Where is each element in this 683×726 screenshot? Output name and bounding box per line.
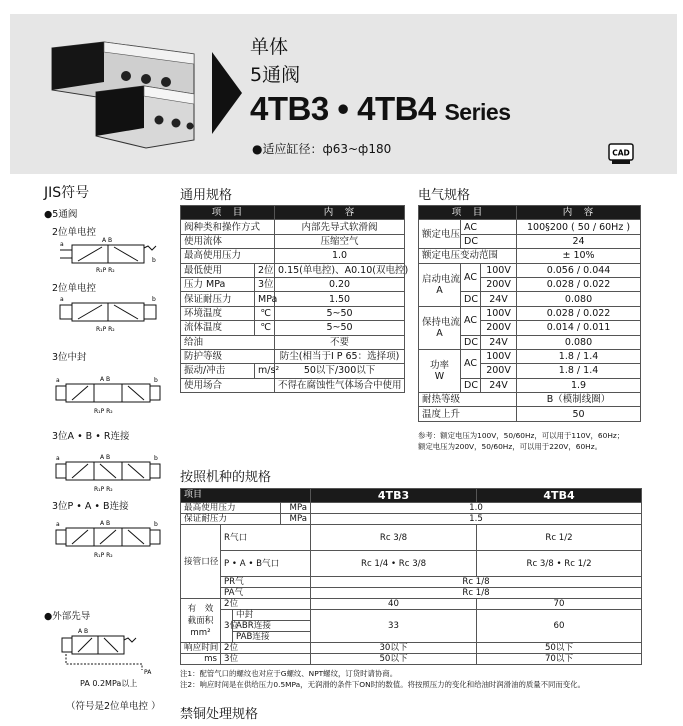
table-row: DC 24V 0.080: [419, 335, 641, 349]
valve-symbol-abr-icon: [54, 450, 164, 496]
table-row: DC 24V 1.9: [419, 378, 641, 392]
table-row: ms 3位 50以下 70以下: [181, 654, 642, 665]
general-spec-table: [180, 205, 409, 393]
electrical-note-1: 参考：额定电压为100V，50/60Hz，可以用于110V，60Hz；: [418, 431, 625, 440]
jis-footnote: （符号是2位单电控 ）: [66, 701, 161, 712]
cad-icon[interactable]: [608, 143, 634, 165]
header-arrow-icon: [212, 52, 242, 134]
model-head-item: 项目: [181, 489, 311, 503]
valve-symbol-single-icon: [56, 234, 160, 276]
electrical-note-2: 额定电压为200V，50/60Hz，可以用于220V，60Hz。: [418, 442, 602, 451]
electrical-spec-table: [418, 205, 641, 422]
table-row: 200V 0.014 / 0.011: [419, 321, 641, 335]
svg-text:R₁P R₂: R₁P R₂: [96, 267, 115, 274]
table-row: PR气 Rc 1/8: [181, 577, 642, 588]
title-model: 4TB3 • 4TB4: [250, 90, 445, 127]
table-row: 压力 MPa 3位 0.20: [181, 277, 405, 291]
svg-text:A B: A B: [100, 520, 111, 527]
table-row: P • A • B气口 Rc 1/4 • Rc 3/8 Rc 3/8 • Rc 1/2: [181, 551, 642, 577]
table-row: 最高使用压力 1.0: [181, 249, 405, 263]
valve-symbol-double-icon: [56, 290, 160, 336]
jis-pa-note: PA 0.2MPa以上: [80, 679, 138, 688]
svg-text:A B: A B: [102, 237, 113, 244]
svg-text:b: b: [152, 257, 156, 264]
svg-text:b: b: [154, 521, 158, 528]
title-series: Series: [444, 99, 511, 125]
jis-5port: ●5通阀: [44, 209, 78, 220]
table-row: 防护等级 防尘(相当于I P 65：选择项): [181, 349, 405, 363]
table-row: DC 24V 0.080: [419, 292, 641, 306]
table-row: 阀种类和操作方式 内部先导式软滑阀: [181, 220, 405, 234]
table-row: PA气 Rc 1/8: [181, 588, 642, 599]
svg-text:A B: A B: [100, 376, 111, 383]
valve-symbol-external-pilot-icon: [60, 624, 160, 678]
table-row: 保证耐压力 MPa 1.50: [181, 292, 405, 306]
table-row: 200V 0.028 / 0.022: [419, 277, 641, 291]
model-note-2: 注2：响应时间是在供给压力0.5MPa，无润滑的条件下ON时的数值。将按照压力的变化和给油时润滑油的质量不同而变化。: [180, 680, 585, 689]
table-row: 保持电流 A AC 100V 0.028 / 0.022: [419, 306, 641, 320]
svg-text:R₁P R₂: R₁P R₂: [94, 408, 113, 415]
title-main: [250, 90, 511, 131]
table-row: 额定电压变动范围 ± 10%: [419, 249, 641, 263]
table-row: 使用场合 不得在腐蚀性气体场合中使用: [181, 378, 405, 392]
table-row: 环境温度 ℃ 5~50: [181, 306, 405, 320]
title-subtitle-5port: 5通阀: [250, 64, 301, 86]
table-row: 振动/冲击 m/s² 50以下/300以下: [181, 364, 405, 378]
valve-symbol-closed-center-icon: [54, 372, 164, 418]
jis-single-label: 2位单电控: [52, 227, 97, 238]
svg-text:a: a: [60, 296, 64, 303]
svg-text:R₁P R₂: R₁P R₂: [94, 486, 113, 493]
svg-text:a: a: [60, 241, 64, 248]
svg-text:A B: A B: [100, 454, 111, 461]
model-note-1: 注1：配管气口的螺纹也对应于G螺纹、NPT螺纹，订货时请协商。: [180, 669, 398, 678]
svg-text:R₁P R₂: R₁P R₂: [96, 326, 115, 333]
svg-text:b: b: [154, 377, 158, 384]
model-head-4tb3: 4TB3: [311, 489, 477, 503]
general-head-content: 内 容: [275, 206, 405, 220]
table-row: 耐热等级 B（模制线圈）: [419, 393, 641, 407]
table-row: 使用流体 压缩空气: [181, 234, 405, 248]
model-spec-table: [180, 488, 642, 665]
table-row: ABR连接: [181, 621, 642, 632]
general-head-item: 项 目: [181, 206, 275, 220]
copper-free-spec-title: 禁铜处理规格: [180, 707, 259, 722]
jis-closed-label: 3位中封: [52, 352, 87, 363]
svg-text:b: b: [154, 455, 158, 462]
svg-text:R₁P R₂: R₁P R₂: [94, 552, 113, 559]
table-row: 启动电流 A AC 100V 0.056 / 0.044: [419, 263, 641, 277]
model-head-4tb4: 4TB4: [477, 489, 642, 503]
bore-range: ●适应缸径：ф63~ф180: [252, 142, 392, 156]
electrical-head-item: 项 目: [419, 206, 517, 220]
table-row: 最低使用 2位 0.15(单电控)、A0.10(双电控): [181, 263, 405, 277]
valve-product-photo: [44, 36, 198, 148]
jis-double-label: 2位单电控: [52, 283, 97, 294]
svg-text:A B: A B: [78, 628, 89, 635]
table-row: 额定电压 AC 100§200 ( 50 / 60Hz ): [419, 220, 641, 234]
electrical-head-content: 内 容: [517, 206, 641, 220]
table-row: 流体温度 ℃ 5~50: [181, 321, 405, 335]
jis-abr-label: 3位A • B • R连接: [52, 431, 130, 442]
svg-text:a: a: [56, 455, 60, 462]
table-row: 温度上升 50: [419, 407, 641, 421]
svg-text:a: a: [56, 377, 60, 384]
valve-symbol-pab-icon: [54, 516, 164, 562]
electrical-spec-title: 电气规格: [418, 188, 471, 203]
table-row: DC 24: [419, 234, 641, 248]
table-row: 功率 W AC 100V 1.8 / 1.4: [419, 349, 641, 363]
table-row: 有 效 截面积 mm² 2位 40 70: [181, 599, 642, 610]
table-row: 响应时间 2位 30以下 50以下: [181, 643, 642, 654]
table-row: 200V 1.8 / 1.4: [419, 364, 641, 378]
table-row: PAB连接: [181, 632, 642, 643]
svg-text:a: a: [56, 521, 60, 528]
jis-title: JIS符号: [44, 185, 90, 201]
jis-external-label: ●外部先导: [44, 611, 91, 622]
model-spec-title: 按照机种的规格: [180, 470, 272, 485]
svg-text:b: b: [152, 296, 156, 303]
table-row: 接管口径 R气口 Rc 3/8 Rc 1/2: [181, 525, 642, 551]
cad-label: CAD: [612, 148, 630, 158]
jis-pab-label: 3位P • A • B连接: [52, 501, 129, 512]
general-spec-title: 通用规格: [180, 188, 233, 203]
table-row: 3位 中封 33 60: [181, 610, 642, 621]
table-row: 保证耐压力 MPa 1.5: [181, 514, 642, 525]
title-subtitle-single: 单体: [250, 36, 289, 58]
table-row: 最高使用压力 MPa 1.0: [181, 503, 642, 514]
svg-text:PA: PA: [144, 669, 152, 676]
table-row: 给油 不要: [181, 335, 405, 349]
